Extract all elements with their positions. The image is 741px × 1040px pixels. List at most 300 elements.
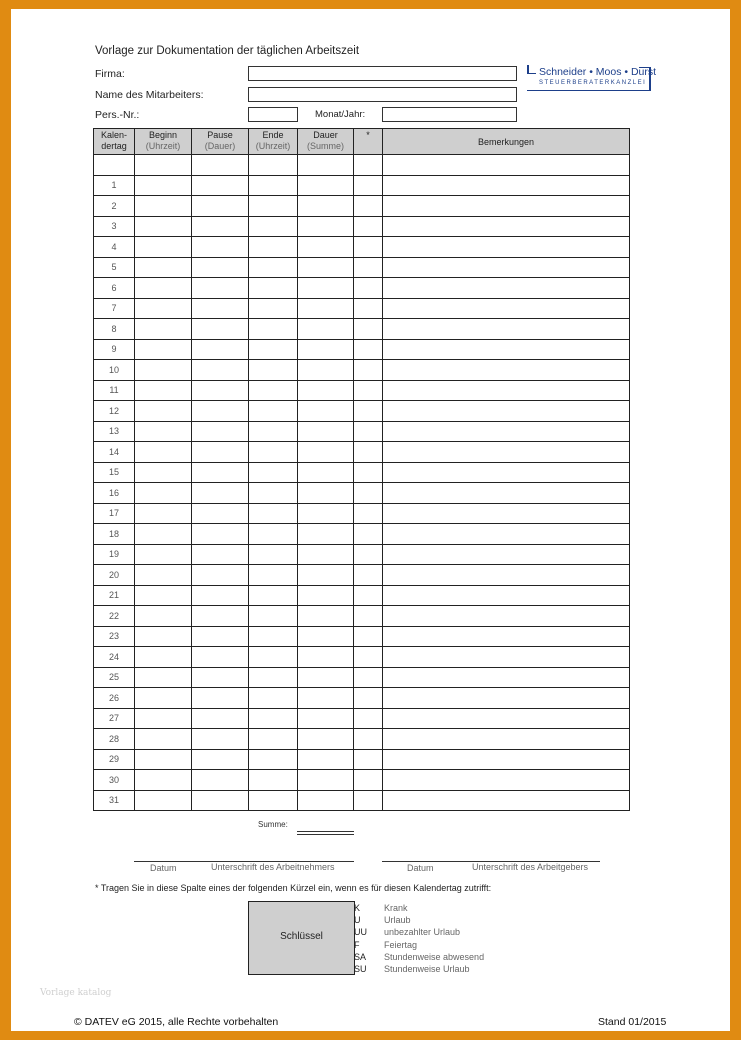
monat-field[interactable]: [382, 107, 517, 122]
dauer-cell[interactable]: [298, 257, 354, 278]
bemerkungen-cell[interactable]: [383, 196, 630, 217]
beginn-cell[interactable]: [135, 770, 192, 791]
ende-cell[interactable]: [249, 770, 298, 791]
ende-cell[interactable]: [249, 585, 298, 606]
beginn-cell[interactable]: [135, 196, 192, 217]
table-row: [94, 790, 630, 811]
pause-cell[interactable]: [192, 790, 249, 811]
ende-cell[interactable]: [249, 196, 298, 217]
pause-cell[interactable]: [192, 606, 249, 627]
code-cell[interactable]: [354, 708, 383, 729]
beginn-cell[interactable]: [135, 175, 192, 196]
code-cell[interactable]: [354, 278, 383, 299]
day-cell: 10: [94, 360, 135, 381]
time-table: [93, 128, 630, 811]
beginn-cell[interactable]: [135, 585, 192, 606]
code-cell[interactable]: [354, 257, 383, 278]
day-cell: 28: [94, 729, 135, 750]
dauer-cell[interactable]: [298, 380, 354, 401]
key-code: SU: [354, 963, 367, 974]
day-cell: 2: [94, 196, 135, 217]
ende-cell[interactable]: [249, 442, 298, 463]
bemerkungen-cell[interactable]: [383, 483, 630, 504]
pause-cell[interactable]: [192, 729, 249, 750]
dauer-cell[interactable]: [298, 216, 354, 237]
day-cell: 30: [94, 770, 135, 791]
key-description: Stundenweise Urlaub: [384, 963, 470, 974]
dauer-cell[interactable]: [298, 729, 354, 750]
dauer-cell[interactable]: [298, 360, 354, 381]
dauer-cell[interactable]: [298, 565, 354, 586]
ende-cell[interactable]: [249, 544, 298, 565]
bemerkungen-cell[interactable]: [383, 667, 630, 688]
ende-cell[interactable]: [249, 749, 298, 770]
datum-label-employer: Datum: [407, 863, 434, 873]
day-cell: 8: [94, 319, 135, 340]
pause-cell[interactable]: [192, 175, 249, 196]
code-cell[interactable]: [354, 790, 383, 811]
beginn-cell[interactable]: [135, 503, 192, 524]
code-cell[interactable]: [354, 462, 383, 483]
pause-cell[interactable]: [192, 462, 249, 483]
bemerkungen-cell[interactable]: [383, 688, 630, 709]
dauer-cell[interactable]: [298, 278, 354, 299]
header-bemerkungen: Bemerkungen: [383, 129, 630, 155]
dauer-cell[interactable]: [298, 237, 354, 258]
ende-cell[interactable]: [249, 421, 298, 442]
bemerkungen-cell[interactable]: [383, 442, 630, 463]
dauer-cell[interactable]: [298, 667, 354, 688]
beginn-cell[interactable]: [135, 257, 192, 278]
key-item: [354, 914, 484, 926]
dauer-cell[interactable]: [298, 688, 354, 709]
table-row: [94, 524, 630, 545]
monat-label: Monat/Jahr:: [315, 109, 366, 120]
pause-cell[interactable]: [192, 421, 249, 442]
table-row: [94, 155, 630, 176]
day-cell: 17: [94, 503, 135, 524]
code-cell[interactable]: [354, 339, 383, 360]
dauer-cell[interactable]: [298, 708, 354, 729]
ende-cell[interactable]: [249, 298, 298, 319]
dauer-cell[interactable]: [298, 462, 354, 483]
bemerkungen-cell[interactable]: [383, 524, 630, 545]
bemerkungen-cell[interactable]: [383, 278, 630, 299]
pause-cell[interactable]: [192, 237, 249, 258]
table-row: [94, 360, 630, 381]
code-cell[interactable]: [354, 196, 383, 217]
ende-cell[interactable]: [249, 380, 298, 401]
dauer-cell[interactable]: [298, 339, 354, 360]
table-row: [94, 237, 630, 258]
ende-cell[interactable]: [249, 524, 298, 545]
pause-cell[interactable]: [192, 216, 249, 237]
day-cell: 16: [94, 483, 135, 504]
bemerkungen-cell[interactable]: [383, 503, 630, 524]
day-cell: 27: [94, 708, 135, 729]
code-cell[interactable]: [354, 175, 383, 196]
bemerkungen-cell[interactable]: [383, 175, 630, 196]
dauer-cell[interactable]: [298, 606, 354, 627]
employer-signature-label: Unterschrift des Arbeitgebers: [472, 862, 589, 872]
bemerkungen-cell[interactable]: [383, 749, 630, 770]
day-cell: 23: [94, 626, 135, 647]
table-row: [94, 298, 630, 319]
beginn-cell[interactable]: [135, 667, 192, 688]
day-cell: 9: [94, 339, 135, 360]
beginn-cell[interactable]: [135, 380, 192, 401]
header-dauer: Dauer (Summe): [298, 129, 354, 155]
table-row: [94, 544, 630, 565]
code-cell[interactable]: [354, 360, 383, 381]
table-row: [94, 688, 630, 709]
ende-cell[interactable]: [249, 237, 298, 258]
key-item: [354, 902, 484, 914]
code-cell[interactable]: [354, 216, 383, 237]
stand-footer: Stand 01/2015: [598, 1016, 667, 1028]
table-row: [94, 606, 630, 627]
beginn-cell[interactable]: [135, 749, 192, 770]
dauer-cell[interactable]: [298, 175, 354, 196]
code-cell[interactable]: [354, 503, 383, 524]
key-box: [248, 901, 355, 975]
ende-cell[interactable]: [249, 401, 298, 422]
code-cell[interactable]: [354, 380, 383, 401]
beginn-cell[interactable]: [135, 647, 192, 668]
table-row: [94, 626, 630, 647]
ende-cell[interactable]: [249, 483, 298, 504]
dauer-cell[interactable]: [298, 626, 354, 647]
page-title: Vorlage zur Dokumentation der täglichen Arbeitszeit: [95, 45, 360, 57]
key-code: K: [354, 903, 361, 913]
beginn-cell[interactable]: [135, 401, 192, 422]
key-list: [354, 902, 484, 975]
ende-cell[interactable]: [249, 647, 298, 668]
code-cell[interactable]: [354, 749, 383, 770]
day-cell: 14: [94, 442, 135, 463]
beginn-cell[interactable]: [135, 319, 192, 340]
pause-cell[interactable]: [192, 339, 249, 360]
beginn-cell[interactable]: [135, 483, 192, 504]
day-cell: 11: [94, 380, 135, 401]
mitarbeiter-field[interactable]: [248, 87, 517, 102]
beginn-cell[interactable]: [135, 462, 192, 483]
pause-cell[interactable]: [192, 667, 249, 688]
ende-cell[interactable]: [249, 216, 298, 237]
bemerkungen-cell[interactable]: [383, 708, 630, 729]
code-cell[interactable]: [354, 524, 383, 545]
table-row: [94, 667, 630, 688]
beginn-cell[interactable]: [135, 339, 192, 360]
code-cell[interactable]: [354, 319, 383, 340]
ende-cell[interactable]: [249, 503, 298, 524]
beginn-cell[interactable]: [135, 565, 192, 586]
ende-cell[interactable]: [249, 257, 298, 278]
key-item: [354, 939, 484, 951]
day-cell: 4: [94, 237, 135, 258]
day-cell: 25: [94, 667, 135, 688]
pause-cell[interactable]: [192, 155, 249, 176]
table-row: [94, 647, 630, 668]
dauer-cell[interactable]: [298, 196, 354, 217]
table-row: [94, 319, 630, 340]
bemerkungen-cell[interactable]: [383, 626, 630, 647]
beginn-cell[interactable]: [135, 790, 192, 811]
day-cell: 24: [94, 647, 135, 668]
table-row: [94, 421, 630, 442]
code-cell[interactable]: [354, 667, 383, 688]
beginn-cell[interactable]: [135, 442, 192, 463]
ende-cell[interactable]: [249, 565, 298, 586]
pause-cell[interactable]: [192, 585, 249, 606]
dauer-cell[interactable]: [298, 790, 354, 811]
beginn-cell[interactable]: [135, 626, 192, 647]
beginn-cell[interactable]: [135, 606, 192, 627]
key-code: U: [354, 915, 361, 926]
dauer-cell[interactable]: [298, 421, 354, 442]
table-header-row: [94, 129, 630, 155]
code-cell[interactable]: [354, 647, 383, 668]
ende-cell[interactable]: [249, 708, 298, 729]
firma-field[interactable]: [248, 66, 517, 81]
code-cell[interactable]: [354, 483, 383, 504]
dauer-cell[interactable]: [298, 483, 354, 504]
pause-cell[interactable]: [192, 380, 249, 401]
table-row: [94, 565, 630, 586]
pause-cell[interactable]: [192, 647, 249, 668]
table-row: [94, 401, 630, 422]
pause-cell[interactable]: [192, 688, 249, 709]
beginn-cell[interactable]: [135, 688, 192, 709]
dauer-cell[interactable]: [298, 749, 354, 770]
day-cell: 3: [94, 216, 135, 237]
persnr-field[interactable]: [248, 107, 298, 122]
pause-cell[interactable]: [192, 626, 249, 647]
document-page: [11, 9, 730, 1031]
code-cell[interactable]: [354, 626, 383, 647]
pause-cell[interactable]: [192, 708, 249, 729]
code-cell[interactable]: [354, 237, 383, 258]
day-cell: 1: [94, 175, 135, 196]
mitarbeiter-label: Name des Mitarbeiters:: [95, 89, 204, 101]
table-row: [94, 729, 630, 750]
day-cell: 7: [94, 298, 135, 319]
bemerkungen-cell[interactable]: [383, 360, 630, 381]
header-asterisk: *: [354, 129, 383, 155]
ende-cell[interactable]: [249, 462, 298, 483]
key-description: Feiertag: [384, 939, 418, 950]
beginn-cell[interactable]: [135, 729, 192, 750]
day-cell: 5: [94, 257, 135, 278]
pause-cell[interactable]: [192, 749, 249, 770]
dauer-cell[interactable]: [298, 524, 354, 545]
ende-cell[interactable]: [249, 606, 298, 627]
dauer-cell[interactable]: [298, 442, 354, 463]
bemerkungen-cell[interactable]: [383, 790, 630, 811]
key-item: [354, 963, 484, 975]
bemerkungen-cell[interactable]: [383, 544, 630, 565]
table-row: [94, 585, 630, 606]
table-row: [94, 708, 630, 729]
beginn-cell[interactable]: [135, 155, 192, 176]
key-code: F: [354, 939, 360, 950]
dauer-cell[interactable]: [298, 401, 354, 422]
company-logo: [527, 65, 657, 93]
table-row: [94, 175, 630, 196]
bemerkungen-cell[interactable]: [383, 155, 630, 176]
beginn-cell[interactable]: [135, 421, 192, 442]
header-beginn: Beginn (Uhrzeit): [135, 129, 192, 155]
pause-cell[interactable]: [192, 565, 249, 586]
bemerkungen-cell[interactable]: [383, 585, 630, 606]
pause-cell[interactable]: [192, 257, 249, 278]
code-cell[interactable]: [354, 688, 383, 709]
summe-underline: [297, 831, 354, 832]
pause-cell[interactable]: [192, 524, 249, 545]
pause-cell[interactable]: [192, 360, 249, 381]
logo-name: Schneider • Moos • Durst: [539, 66, 657, 78]
key-description: Urlaub: [384, 915, 411, 926]
beginn-cell[interactable]: [135, 216, 192, 237]
bemerkungen-cell[interactable]: [383, 729, 630, 750]
ende-cell[interactable]: [249, 175, 298, 196]
table-row: [94, 749, 630, 770]
code-cell[interactable]: [354, 606, 383, 627]
ende-cell[interactable]: [249, 278, 298, 299]
summe-label: Summe:: [258, 820, 288, 829]
beginn-cell[interactable]: [135, 544, 192, 565]
beginn-cell[interactable]: [135, 298, 192, 319]
beginn-cell[interactable]: [135, 237, 192, 258]
bemerkungen-cell[interactable]: [383, 462, 630, 483]
day-cell: 26: [94, 688, 135, 709]
bemerkungen-cell[interactable]: [383, 216, 630, 237]
code-cell[interactable]: [354, 565, 383, 586]
dauer-cell[interactable]: [298, 544, 354, 565]
key-box-label: Schlüssel: [280, 931, 323, 942]
dauer-cell[interactable]: [298, 155, 354, 176]
watermark: Vorlage katalog: [40, 988, 112, 998]
bemerkungen-cell[interactable]: [383, 606, 630, 627]
table-row: [94, 442, 630, 463]
dauer-cell[interactable]: [298, 298, 354, 319]
table-row: [94, 483, 630, 504]
day-cell: 18: [94, 524, 135, 545]
code-cell[interactable]: [354, 421, 383, 442]
ende-cell[interactable]: [249, 319, 298, 340]
datum-label-employee: Datum: [150, 863, 177, 873]
code-cell[interactable]: [354, 155, 383, 176]
bemerkungen-cell[interactable]: [383, 770, 630, 791]
header-ende: Ende (Uhrzeit): [249, 129, 298, 155]
dauer-cell[interactable]: [298, 647, 354, 668]
day-cell: 20: [94, 565, 135, 586]
ende-cell[interactable]: [249, 729, 298, 750]
bemerkungen-cell[interactable]: [383, 421, 630, 442]
bemerkungen-cell[interactable]: [383, 401, 630, 422]
code-cell[interactable]: [354, 401, 383, 422]
bemerkungen-cell[interactable]: [383, 257, 630, 278]
logo-subtitle: STEUERBERATERKANZLEI: [539, 80, 647, 86]
dauer-cell[interactable]: [298, 770, 354, 791]
beginn-cell[interactable]: [135, 524, 192, 545]
key-code: SA: [354, 951, 367, 962]
pause-cell[interactable]: [192, 544, 249, 565]
employee-signature-label: Unterschrift des Arbeitnehmers: [211, 862, 335, 872]
day-cell: [94, 155, 135, 176]
pause-cell[interactable]: [192, 278, 249, 299]
pause-cell[interactable]: [192, 483, 249, 504]
key-code: UU: [354, 927, 367, 938]
code-cell[interactable]: [354, 770, 383, 791]
bemerkungen-cell[interactable]: [383, 237, 630, 258]
dauer-cell[interactable]: [298, 503, 354, 524]
ende-cell[interactable]: [249, 688, 298, 709]
table-row: [94, 278, 630, 299]
table-row: [94, 216, 630, 237]
pause-cell[interactable]: [192, 298, 249, 319]
day-cell: 12: [94, 401, 135, 422]
beginn-cell[interactable]: [135, 360, 192, 381]
bemerkungen-cell[interactable]: [383, 339, 630, 360]
key-item: [354, 951, 484, 963]
ende-cell[interactable]: [249, 667, 298, 688]
pause-cell[interactable]: [192, 503, 249, 524]
pause-cell[interactable]: [192, 401, 249, 422]
pause-cell[interactable]: [192, 442, 249, 463]
key-description: Stundenweise abwesend: [384, 951, 485, 962]
ende-cell[interactable]: [249, 155, 298, 176]
summe-double-underline: [297, 834, 354, 835]
bemerkungen-cell[interactable]: [383, 298, 630, 319]
day-cell: 29: [94, 749, 135, 770]
ende-cell[interactable]: [249, 626, 298, 647]
key-description: unbezahlter Urlaub: [384, 927, 461, 938]
beginn-cell[interactable]: [135, 278, 192, 299]
day-cell: 31: [94, 790, 135, 811]
ende-cell[interactable]: [249, 360, 298, 381]
key-item: [354, 926, 484, 938]
code-cell[interactable]: [354, 298, 383, 319]
table-row: [94, 257, 630, 278]
table-row: [94, 503, 630, 524]
bemerkungen-cell[interactable]: [383, 647, 630, 668]
day-cell: 22: [94, 606, 135, 627]
ende-cell[interactable]: [249, 339, 298, 360]
copyright-footer: © DATEV eG 2015, alle Rechte vorbehalten: [74, 1016, 279, 1028]
code-cell[interactable]: [354, 442, 383, 463]
code-cell[interactable]: [354, 585, 383, 606]
dauer-cell[interactable]: [298, 319, 354, 340]
table-row: [94, 770, 630, 791]
table-row: [94, 196, 630, 217]
code-cell[interactable]: [354, 544, 383, 565]
day-cell: 15: [94, 462, 135, 483]
ende-cell[interactable]: [249, 790, 298, 811]
table-row: [94, 380, 630, 401]
day-cell: 19: [94, 544, 135, 565]
code-cell[interactable]: [354, 729, 383, 750]
bemerkungen-cell[interactable]: [383, 319, 630, 340]
bemerkungen-cell[interactable]: [383, 380, 630, 401]
beginn-cell[interactable]: [135, 708, 192, 729]
pause-cell[interactable]: [192, 196, 249, 217]
pause-cell[interactable]: [192, 770, 249, 791]
pause-cell[interactable]: [192, 319, 249, 340]
bemerkungen-cell[interactable]: [383, 565, 630, 586]
table-row: [94, 339, 630, 360]
dauer-cell[interactable]: [298, 585, 354, 606]
